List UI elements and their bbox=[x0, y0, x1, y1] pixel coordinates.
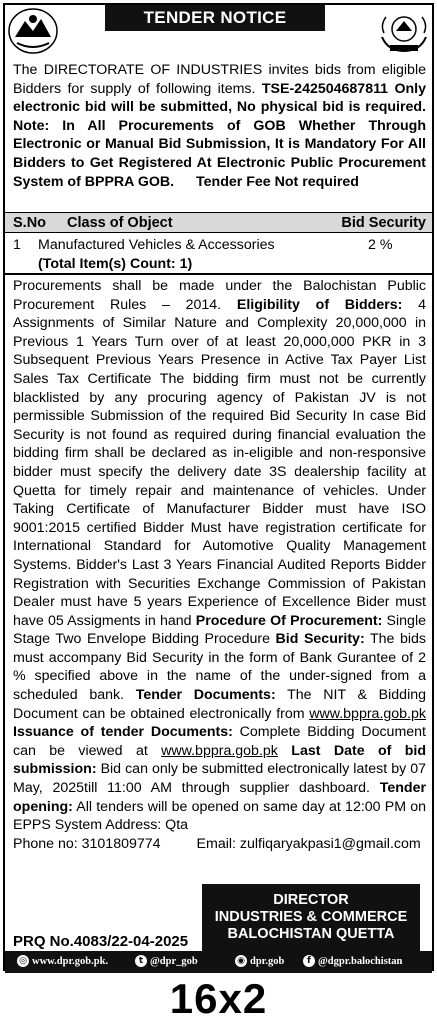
twitter-item[interactable] bbox=[135, 955, 198, 967]
heading-tender-documents: Tender Documents: bbox=[135, 687, 276, 704]
instagram-icon: ◉ bbox=[235, 955, 247, 967]
director-title: DIRECTOR bbox=[273, 892, 349, 908]
globe-icon: ◎ bbox=[17, 955, 29, 967]
intro-paragraph bbox=[13, 61, 426, 191]
main-paragraph bbox=[13, 277, 426, 853]
spacer-text-2 bbox=[278, 743, 291, 759]
intro-text: The DIRECTORATE OF INDUSTRIES invites bids from eligible Bidders for supply of following items. bbox=[13, 62, 426, 97]
notice-header bbox=[5, 5, 432, 57]
col-security: Bid Security bbox=[341, 215, 426, 231]
text-eligibility: 4 Assignments of Similar Nature and Complexity 20,000,000 in Previous 1 Years Turn over of at least 20,000,000 PKR in 3 Subsequent Previous Years Presence in Active Tax Payer List Sales Tax Certificate The bidding firm must not be currently blacklisted by any procuring agency of Pakistan JV is not permissible Submission of the required Bid Security In case Bid Security is not found as required during financial evaluation the bidding firm shall be declared as in-eligible and non-responsive bidder must specify the delivery date 3S dealership facility at Quetta for timely repair and maintenance of vehicles. Under Taking Certificate of Manufacturer Bidder must have ISO 9001:2015 certified Bidder Must have registration certificate for International Standard for Automotive Quality Management Systems. Bidder's Last 3 Years Financial Audited Reports Bidder Registration with Securities Exchange Commission of Pakistan Dealer must have 5 years Experience of Excellence Bider must have 05 Assigments in hand bbox=[13, 296, 426, 629]
heading-procedure: Procedure Of Procurement: bbox=[195, 612, 383, 629]
location-name: BALOCHISTAN QUETTA bbox=[227, 926, 395, 942]
facebook-text: @dgpr.balochistan bbox=[318, 955, 403, 967]
text-rules: Procurements shall be made under the Balochistan Public Procurement Rules – 2014. bbox=[13, 278, 426, 313]
tender-fee: Tender Fee Not required bbox=[196, 173, 359, 190]
text-tender-documents: The NIT & Bidding Document can be obtained electronically from bbox=[13, 687, 426, 722]
page-title: TENDER NOTICE bbox=[105, 5, 325, 31]
heading-tender-opening: Tender opening: bbox=[13, 780, 426, 815]
bppra-link-2[interactable]: www.bppra.gob.pk bbox=[161, 742, 278, 759]
instagram-text: dpr.gob bbox=[250, 955, 285, 967]
social-bar bbox=[5, 951, 432, 973]
row-security: 2 % bbox=[368, 237, 393, 253]
heading-issuance: Issuance of tender Documents: bbox=[13, 724, 233, 741]
text-tender-opening: All tenders will be opened on same day at 12:00 PM on EPPS System Address: Qta bbox=[13, 798, 426, 834]
heading-last-date: Last Date of bid submission: bbox=[13, 742, 426, 778]
text-procedure: Single Stage Two Envelope Bidding Procedure bbox=[13, 612, 426, 648]
total-count: (Total Item(s) Count: 1) bbox=[38, 256, 193, 272]
table-header bbox=[5, 212, 432, 233]
row-item: Manufactured Vehicles & Accessories bbox=[38, 237, 275, 253]
table-row bbox=[5, 235, 432, 275]
department-name: INDUSTRIES & COMMERCE bbox=[214, 909, 408, 925]
size-label: 16x2 bbox=[169, 975, 268, 1022]
text-bid-security: The bids must accompany Bid Security in the form of Bank Gurantee of 2 % specified above in the name of the under-signed from a scheduled bank. bbox=[13, 631, 426, 704]
heading-eligibility: Eligibility of Bidders: bbox=[236, 296, 403, 313]
phone-number: Phone no: 3101809774 bbox=[13, 835, 161, 852]
intro-bold-text: TSE-242504687811 Only electronic bid will be submitted, No physical bid is required. Note: In All Procurements of GOB Whether Through Electronic or Manual Bid Submission, It is Mandatory For All Bidders to Get Registered At Electronic Public Procurement System of BPPRA GOB. bbox=[13, 80, 426, 190]
col-sno: S.No bbox=[13, 215, 47, 231]
facebook-item[interactable] bbox=[303, 955, 402, 967]
web-item[interactable] bbox=[17, 955, 108, 967]
web-text: www.dpr.gob.pk. bbox=[32, 955, 109, 967]
director-box bbox=[202, 884, 420, 952]
text-last-date: Bid can only be submitted electronically latest by 07 May, 2025till 11:00 AM through supplier dashboard. bbox=[13, 761, 426, 797]
twitter-text: @dpr_gob bbox=[150, 955, 198, 967]
instagram-item[interactable] bbox=[235, 955, 284, 967]
government-seal-icon bbox=[378, 7, 430, 55]
col-class: Class of Object bbox=[67, 215, 173, 231]
twitter-icon: t bbox=[135, 955, 147, 967]
balochistan-emblem-icon bbox=[7, 7, 59, 55]
tender-notice bbox=[3, 3, 434, 971]
text-issuance: Complete Bidding Document can be viewed at bbox=[13, 724, 426, 759]
email-address: Email: zulfiqaryakpasi1@gmail.com bbox=[196, 835, 421, 852]
bppra-link[interactable]: www.bppra.gob.pk bbox=[309, 705, 426, 722]
heading-bid-security: Bid Security: bbox=[275, 631, 365, 648]
prq-number: PRQ No.4083/22-04-2025 bbox=[13, 933, 189, 950]
row-sno: 1 bbox=[13, 237, 21, 253]
facebook-icon: f bbox=[303, 955, 315, 967]
